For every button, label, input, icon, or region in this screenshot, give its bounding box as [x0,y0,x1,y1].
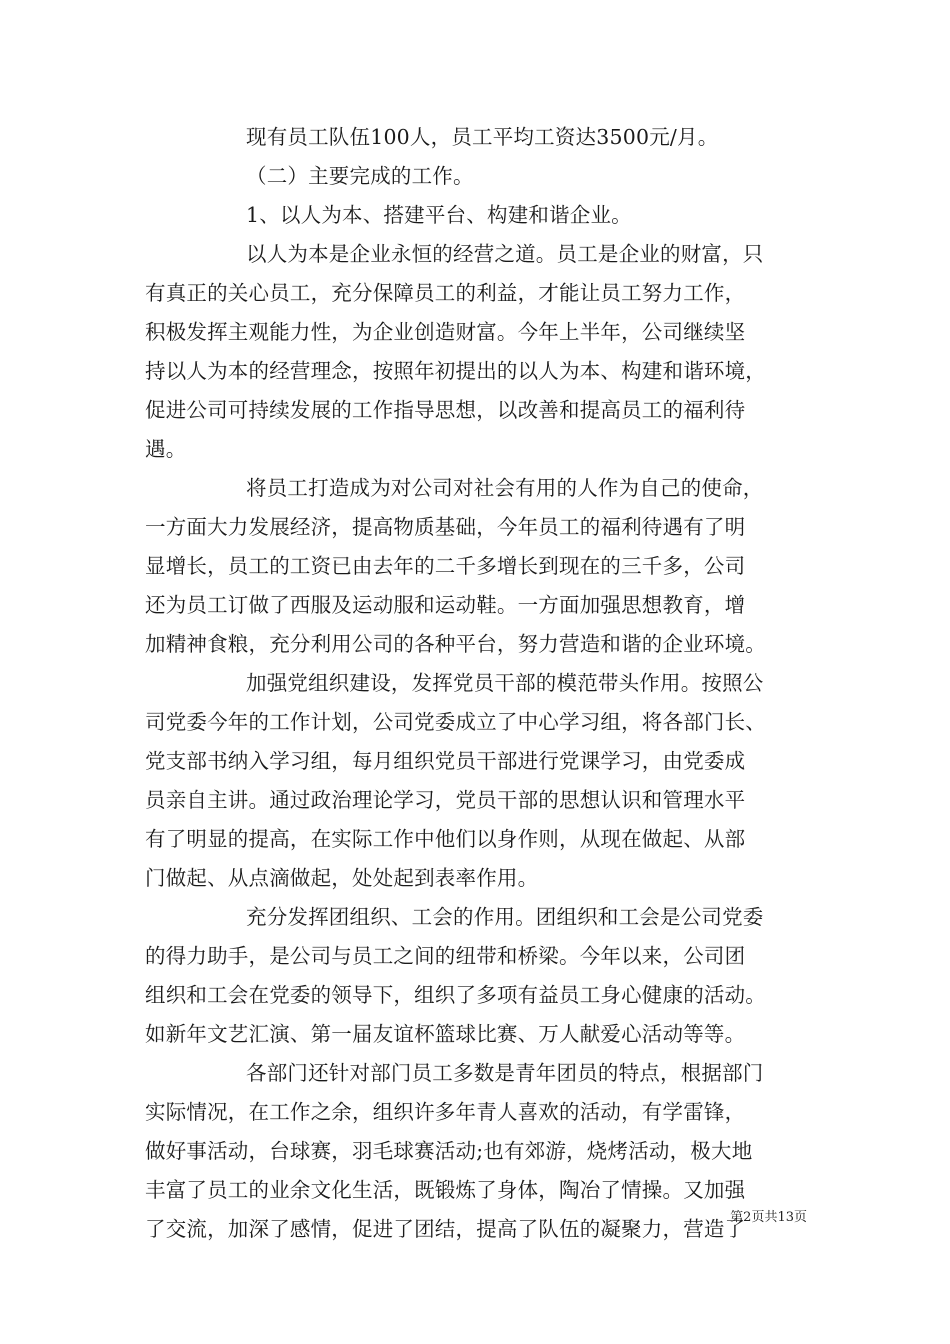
paragraph-line: 充分发挥团组织、工会的作用。团组织和工会是公司党委 [246,905,764,929]
paragraph-line: 有了明显的提高，在实际工作中他们以身作则，从现在做起、从部 [145,827,746,851]
text-line: 现有员工队伍100人，员工平均工资达3500元/月。 [246,125,719,149]
paragraph-line: 司党委今年的工作计划，公司党委成立了中心学习组，将各部门长、 [145,710,766,734]
paragraph-line: 组织和工会在党委的领导下，组织了多项有益员工身心健康的活动。 [145,983,766,1007]
paragraph-line: 积极发挥主观能力性，为企业创造财富。今年上半年，公司继续坚 [145,320,746,344]
paragraph-line: 显增长，员工的工资已由去年的二千多增长到现在的三千多，公司 [145,554,746,578]
paragraph-line: 持以人为本的经营理念，按照年初提出的以人为本、构建和谐环境， [145,359,766,383]
document-body [145,118,815,1249]
paragraph-line: 做好事活动，台球赛，羽毛球赛活动;也有郊游，烧烤活动，极大地 [145,1139,753,1163]
paragraph-line: 一方面大力发展经济，提高物质基础，今年员工的福利待遇有了明 [145,515,746,539]
page-number-footer: 第2页共13页 [730,1210,807,1225]
paragraph-line: 将员工打造成为对公司对社会有用的人作为自己的使命， [246,476,764,500]
paragraph-line: 的得力助手，是公司与员工之间的纽带和桥梁。今年以来，公司团 [145,944,746,968]
paragraph-line: 门做起、从点滴做起，处处起到表率作用。 [145,866,539,890]
paragraph-line: 有真正的关心员工，充分保障员工的利益，才能让员工努力工作， [145,281,746,305]
paragraph-line: 如新年文艺汇演、第一届友谊杯篮球比赛、万人献爱心活动等等。 [145,1022,746,1046]
paragraph-line: 促进公司可持续发展的工作指导思想，以改善和提高员工的福利待 [145,398,746,422]
subsection-heading: 1、以人为本、搭建平台、构建和谐企业。 [246,203,632,227]
paragraph-line: 党支部书纳入学习组，每月组织党员干部进行党课学习，由党委成 [145,749,746,773]
paragraph-line: 实际情况，在工作之余，组织许多年青人喜欢的活动，有学雷锋， [145,1100,746,1124]
paragraph-line: 还为员工订做了西服及运动服和运动鞋。一方面加强思想教育，增 [145,593,746,617]
paragraph-line: 加强党组织建设，发挥党员干部的模范带头作用。按照公 [246,671,764,695]
paragraph-line: 以人为本是企业永恒的经营之道。员工是企业的财富，只 [246,242,764,266]
paragraph-line: 加精神食粮，充分利用公司的各种平台，努力营造和谐的企业环境。 [145,632,766,656]
paragraph-line: 了交流，加深了感情，促进了团结，提高了队伍的凝聚力，营造了 [145,1217,746,1241]
paragraph-line: 丰富了员工的业余文化生活，既锻炼了身体，陶冶了情操。又加强 [145,1178,746,1202]
section-heading: （二）主要完成的工作。 [246,164,474,188]
paragraph-line: 遇。 [145,437,187,461]
paragraph-line: 各部门还针对部门员工多数是青年团员的特点，根据部门 [246,1061,764,1085]
paragraph-line: 员亲自主讲。通过政治理论学习，党员干部的思想认识和管理水平 [145,788,746,812]
